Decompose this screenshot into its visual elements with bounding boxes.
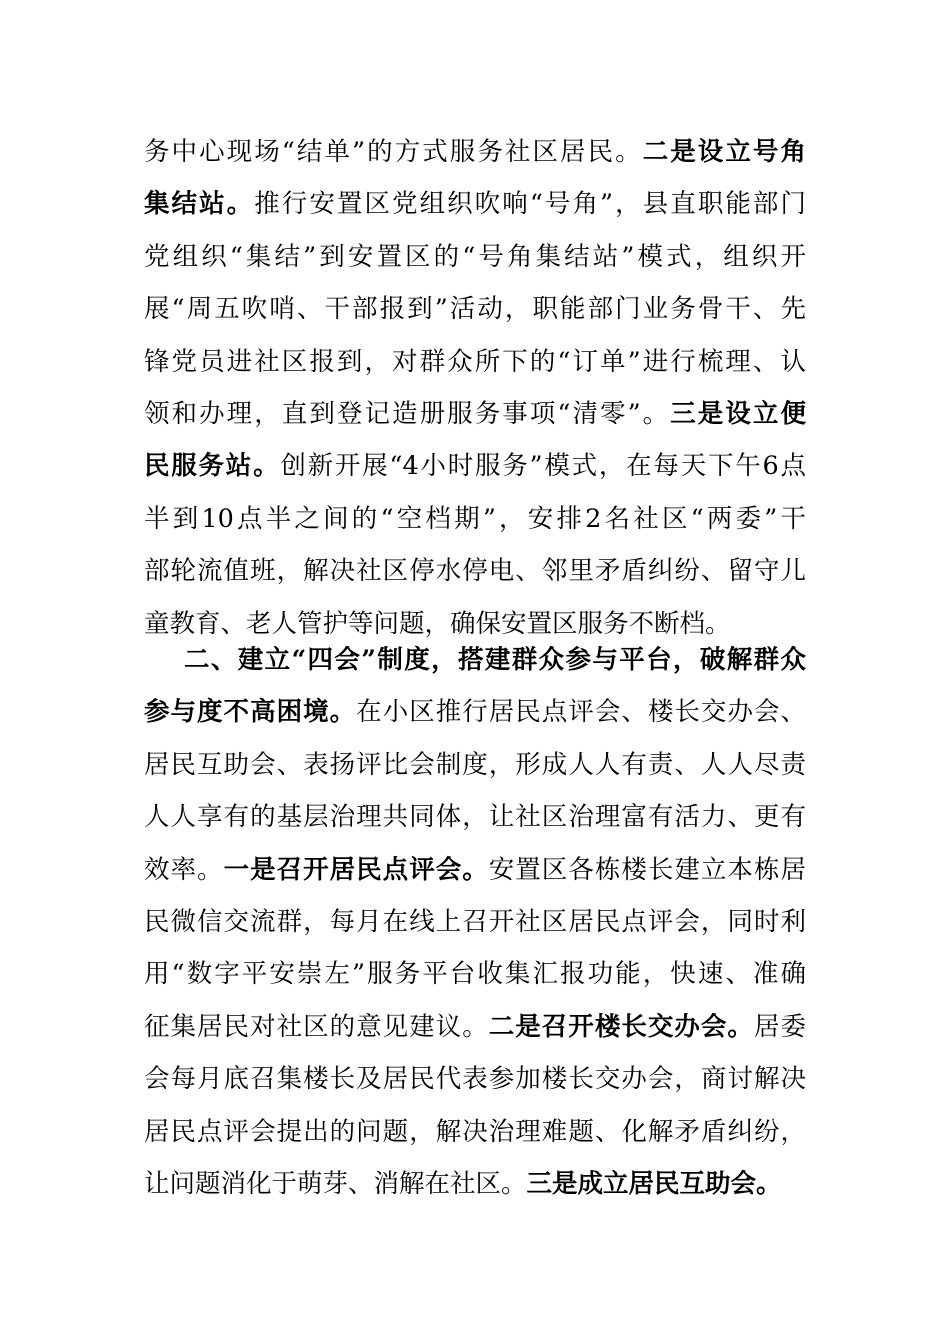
text-segment: 人人享有的基层治理共同体，让社区治理富有活力、更有 <box>144 802 806 833</box>
text-segment: 推行安置区党组织吹响“号角”，县直职能部门 <box>254 189 806 220</box>
bold-text-segment: 三是成立居民互助会。 <box>526 1168 782 1199</box>
text-line <box>144 896 806 948</box>
text-line <box>144 739 806 791</box>
text-segment: 在小区推行居民点评会、楼长交办会、 <box>356 697 806 728</box>
text-segment: 居民互助会、表扬评比会制度，形成人人有责、人人尽责 <box>144 749 806 780</box>
text-line <box>144 1158 806 1210</box>
paragraph-1 <box>144 126 806 650</box>
text-line <box>144 231 806 283</box>
text-segment: 居委 <box>753 1011 806 1042</box>
text-line <box>144 686 806 738</box>
paragraph-2 <box>144 634 806 1210</box>
text-segment: 民微信交流群，每月在线上召开社区居民点评会，同时利 <box>144 906 806 937</box>
text-segment: 半到10点半之间的“空档期”，安排2名社区“两委”干 <box>144 503 806 534</box>
text-line <box>144 178 806 230</box>
text-line <box>144 844 806 896</box>
text-segment: 童教育、老人管护等问题，确保安置区服务不断档。 <box>144 608 731 639</box>
text-line <box>144 1053 806 1105</box>
text-segment: 效率。 <box>144 854 224 885</box>
text-line <box>144 1001 806 1053</box>
text-segment: 党组织“集结”到安置区的“号角集结站”模式，组织开 <box>144 241 806 272</box>
bold-text-segment: 一是召开居民点评会。 <box>223 854 489 885</box>
text-segment: 安置区各栋楼长建立本栋居 <box>488 854 806 885</box>
text-segment: 让问题消化于萌芽、消解在社区。 <box>144 1168 527 1199</box>
text-line <box>144 791 806 843</box>
bold-text-segment: 参与度不高困境。 <box>144 697 357 728</box>
text-segment: 创新开展“4小时服务”模式，在每天下午6点 <box>280 451 806 482</box>
bold-text-segment: 集结站。 <box>144 189 255 220</box>
text-segment: 居民点评会提出的问题，解决治理难题、化解矛盾纠纷， <box>144 1116 806 1147</box>
text-segment: 锋党员进社区报到，对群众所下的“订单”进行梳理、认 <box>144 346 806 377</box>
text-line <box>144 388 806 440</box>
text-segment: 征集居民对社区的意见建议。 <box>144 1011 489 1042</box>
text-line <box>144 948 806 1000</box>
bold-text-segment: 民服务站。 <box>144 451 281 482</box>
text-segment: 用“数字平安崇左”服务平台收集汇报功能，快速、准确 <box>144 959 806 990</box>
bold-text-segment: 三是设立便 <box>670 398 806 429</box>
text-line <box>144 634 806 686</box>
text-segment: 展“周五吹哨、干部报到”活动，职能部门业务骨干、先 <box>144 294 806 325</box>
text-line <box>144 283 806 335</box>
bold-text-segment: 二是设立号角 <box>642 137 806 167</box>
text-line <box>144 545 806 597</box>
text-segment: 领和办理，直到登记造册服务事项“清零”。 <box>144 398 671 429</box>
text-line <box>144 440 806 492</box>
text-segment: 务中心现场“结单”的方式服务社区居民。 <box>144 137 643 167</box>
text-segment: 会每月底召集楼长及居民代表参加楼长交办会，商讨解决 <box>144 1064 806 1095</box>
text-line <box>144 126 806 178</box>
text-segment: 部轮流值班，解决社区停水停电、邻里矛盾纠纷、留守儿 <box>144 556 806 587</box>
text-line <box>144 493 806 545</box>
bold-text-segment: 二、建立“四会”制度，搭建群众参与平台，破解群众 <box>184 645 806 675</box>
text-line <box>144 1106 806 1158</box>
bold-text-segment: 二是召开楼长交办会。 <box>488 1011 754 1042</box>
text-line <box>144 336 806 388</box>
